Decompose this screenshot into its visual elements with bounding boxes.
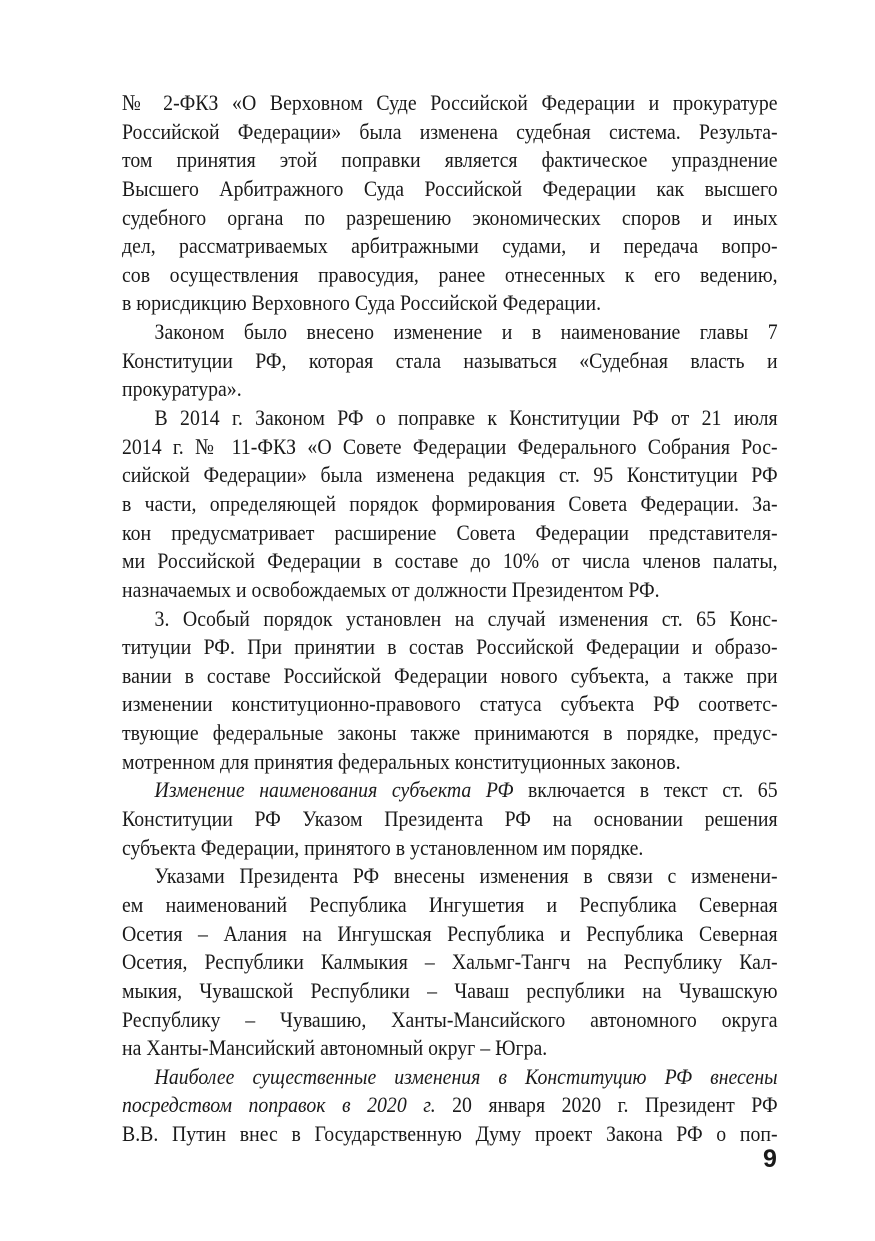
text-line [122, 461, 778, 490]
text-segment: сов осуществления правосудия, ранее отнесенных к его ведению, [122, 261, 778, 287]
text-segment: Законом было внесено изменение и в наименование главы 7 [154, 319, 778, 345]
text-line [122, 748, 778, 777]
text-segment: изменении конституционно-правового статуса субъекта РФ соответс- [122, 691, 778, 717]
text-line [122, 375, 778, 404]
text-segment: ем наименований Республика Ингушетия и Республика Северная [122, 891, 778, 917]
text-line [122, 490, 778, 519]
text-segment: мотренном для принятия федеральных конституционных законов. [122, 748, 681, 774]
text-line [122, 862, 778, 891]
text-segment: Конституции РФ, которая стала называться «Судебная власть и [122, 347, 778, 373]
text-line [122, 690, 778, 719]
italic-text: Изменение наименования субъекта РФ [154, 777, 514, 803]
text-segment: прокуратура». [122, 376, 242, 402]
text-segment: включается в текст ст. 65 [513, 777, 778, 803]
page-number: 9 [763, 1145, 777, 1173]
text-line [122, 118, 778, 147]
text-segment: кон предусматривает расширение Совета Федерации представителя- [122, 519, 778, 545]
text-line [122, 1120, 778, 1149]
text-line [122, 1034, 778, 1063]
text-line [122, 1091, 778, 1120]
text-line [122, 719, 778, 748]
text-segment: Указами Президента РФ внесены изменения в связи с изменени- [154, 863, 778, 889]
text-line [122, 89, 778, 118]
text-segment: в части, определяющей порядок формирования Совета Федерации. За- [122, 490, 778, 516]
text-segment: № 2-ФКЗ «О Верховном Суде Российской Федерации и прокуратуре [122, 90, 778, 115]
text-line [122, 519, 778, 548]
text-line [122, 834, 778, 863]
text-line [122, 318, 778, 347]
text-line [122, 146, 778, 175]
text-segment: Конституции РФ Указом Президента РФ на основании решения [122, 806, 778, 832]
text-line [122, 433, 778, 462]
text-line [122, 347, 778, 376]
text-segment: в юрисдикцию Верховного Суда Российской Федерации. [122, 290, 602, 316]
italic-text: Наиболее существенные изменения в Конституцию РФ внесены [154, 1063, 778, 1089]
text-segment: мыкия, Чувашской Республики – Чаваш республики на Чувашскую [122, 977, 778, 1003]
text-line [122, 662, 778, 691]
text-segment: ми Российской Федерации в составе до 10% от числа членов палаты, [122, 548, 778, 574]
text-line [122, 547, 778, 576]
text-line [122, 605, 778, 634]
text-line [122, 289, 778, 318]
text-line [122, 232, 778, 261]
text-line [122, 776, 778, 805]
text-line [122, 1063, 778, 1092]
text-segment: дел, рассматриваемых арбитражными судами, и передача вопро- [122, 233, 778, 259]
text-segment: том принятия этой поправки является фактическое упразднение [122, 147, 778, 173]
text-line [122, 948, 778, 977]
text-segment: 3. Особый порядок установлен на случай изменения ст. 65 Конс- [154, 605, 778, 631]
text-line [122, 404, 778, 433]
italic-text: посредством поправок в 2020 г. [122, 1092, 436, 1118]
text-segment: Осетия – Алания на Ингушская Республика и Республика Северная [122, 920, 778, 946]
text-segment: на Ханты-Мансийский автономный округ – Югра. [122, 1035, 548, 1061]
text-line [122, 805, 778, 834]
text-segment: Российской Федерации» была изменена судебная система. Результа- [122, 118, 778, 144]
text-segment: твующие федеральные законы также принимаются в порядке, предус- [122, 720, 778, 746]
body-text [122, 89, 778, 1149]
text-line [122, 204, 778, 233]
text-segment: Высшего Арбитражного Суда Российской Федерации как высшего [122, 175, 778, 201]
text-segment: Республику – Чувашию, Ханты-Мансийского автономного округа [122, 1006, 778, 1032]
text-segment: судебного органа по разрешению экономических споров и иных [122, 204, 778, 230]
text-segment: В 2014 г. Законом РФ о поправке к Конституции РФ от 21 июля [154, 405, 778, 431]
text-line [122, 1006, 778, 1035]
text-line [122, 175, 778, 204]
text-line [122, 261, 778, 290]
text-segment: В.В. Путин внес в Государственную Думу проект Закона РФ о поп- [122, 1121, 778, 1147]
text-segment: субъекта Федерации, принятого в установленном им порядке. [122, 834, 644, 860]
text-line [122, 977, 778, 1006]
text-segment: сийской Федерации» была изменена редакция ст. 95 Конституции РФ [122, 462, 778, 488]
text-line [122, 576, 778, 605]
text-segment: вании в составе Российской Федерации нового субъекта, а также при [122, 662, 778, 688]
text-line [122, 920, 778, 949]
text-segment: титуции РФ. При принятии в состав Российской Федерации и образо- [122, 634, 778, 660]
text-line [122, 633, 778, 662]
text-segment: Осетия, Республики Калмыкия – Хальмг-Тангч на Республику Кал- [122, 949, 778, 975]
text-segment: 2014 г. № 11-ФКЗ «О Совете Федерации Федерального Собрания Рос- [122, 433, 778, 459]
text-segment: 20 января 2020 г. Президент РФ [435, 1092, 778, 1118]
text-line [122, 891, 778, 920]
text-segment: назначаемых и освобождаемых от должности Президентом РФ. [122, 576, 660, 602]
